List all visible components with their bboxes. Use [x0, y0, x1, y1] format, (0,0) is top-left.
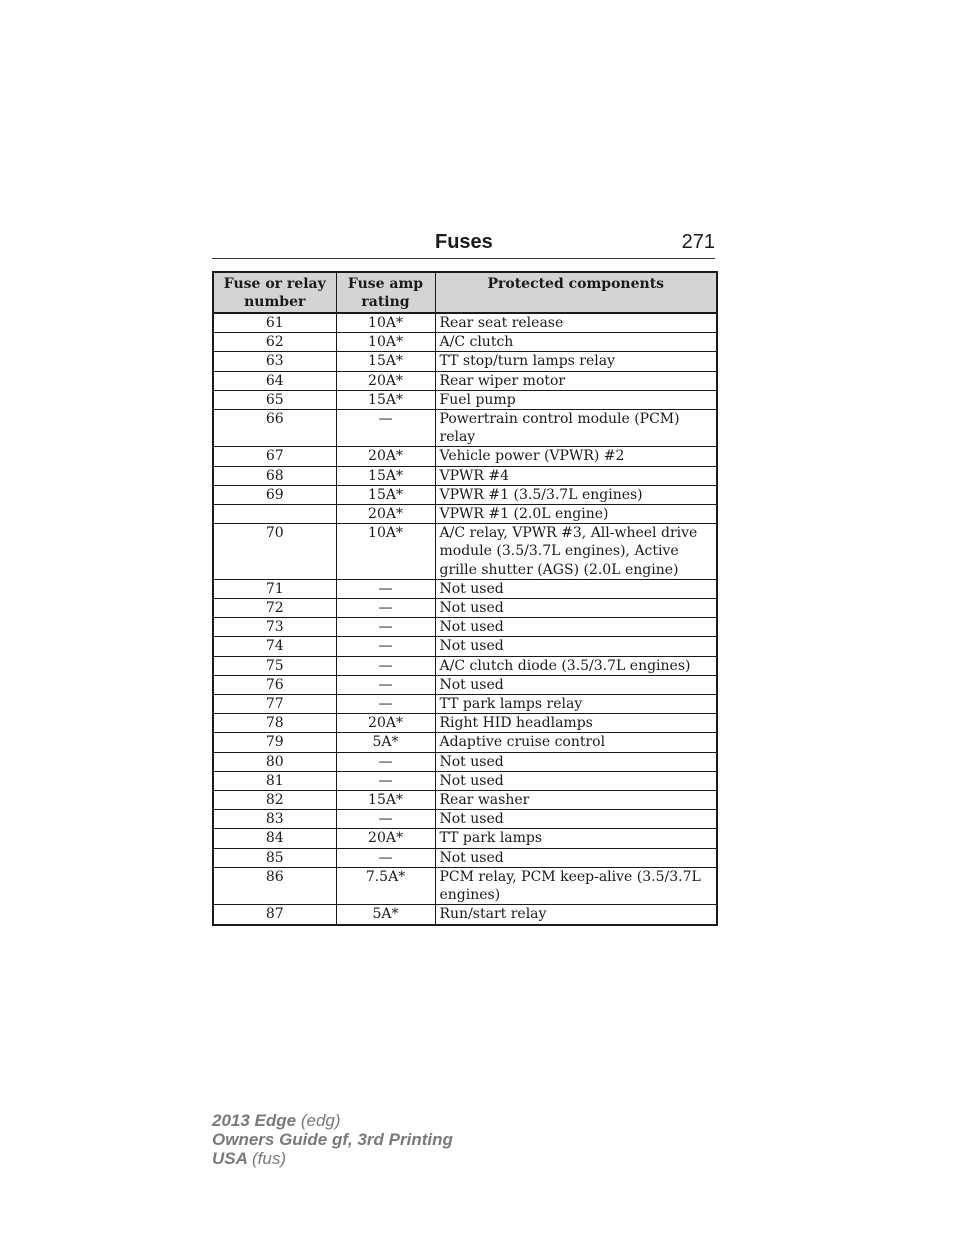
- cell-protected-components: A/C clutch diode (3.5/3.7L engines): [435, 656, 717, 675]
- cell-amp-rating: 15A*: [336, 390, 435, 409]
- cell-fuse-number: 73: [213, 618, 336, 637]
- cell-protected-components: Not used: [435, 637, 717, 656]
- cell-amp-rating: —: [336, 752, 435, 771]
- cell-amp-rating: 5A*: [336, 733, 435, 752]
- footer: [212, 1111, 453, 1168]
- table-row: [213, 791, 717, 810]
- fuse-table: [212, 271, 718, 926]
- cell-protected-components: Rear wiper motor: [435, 371, 717, 390]
- cell-amp-rating: —: [336, 656, 435, 675]
- cell-protected-components: A/C relay, VPWR #3, All-wheel drive module (3.5/3.7L engines), Active grille shutter (AGS) (2.0L engine): [435, 524, 717, 580]
- cell-protected-components: VPWR #1 (3.5/3.7L engines): [435, 485, 717, 504]
- cell-amp-rating: 20A*: [336, 829, 435, 848]
- cell-fuse-number: 80: [213, 752, 336, 771]
- cell-fuse-number: 67: [213, 447, 336, 466]
- cell-fuse-number: 79: [213, 733, 336, 752]
- cell-fuse-number: 74: [213, 637, 336, 656]
- cell-protected-components: Not used: [435, 579, 717, 598]
- cell-fuse-number: 66: [213, 410, 336, 447]
- column-header-components: Protected components: [435, 272, 717, 313]
- header-row: [213, 272, 717, 313]
- cell-amp-rating: 10A*: [336, 333, 435, 352]
- cell-amp-rating: —: [336, 771, 435, 790]
- cell-protected-components: Not used: [435, 848, 717, 867]
- cell-amp-rating: 5A*: [336, 905, 435, 925]
- cell-protected-components: Fuel pump: [435, 390, 717, 409]
- cell-fuse-number: [213, 505, 336, 524]
- cell-amp-rating: 15A*: [336, 352, 435, 371]
- cell-amp-rating: —: [336, 810, 435, 829]
- cell-protected-components: Not used: [435, 771, 717, 790]
- cell-amp-rating: 20A*: [336, 505, 435, 524]
- footer-model: 2013 Edge: [212, 1111, 297, 1130]
- cell-amp-rating: —: [336, 579, 435, 598]
- cell-fuse-number: 83: [213, 810, 336, 829]
- cell-protected-components: A/C clutch: [435, 333, 717, 352]
- cell-fuse-number: 82: [213, 791, 336, 810]
- fuse-table-header: [213, 272, 717, 313]
- cell-protected-components: Not used: [435, 618, 717, 637]
- cell-protected-components: VPWR #1 (2.0L engine): [435, 505, 717, 524]
- table-row: [213, 410, 717, 447]
- cell-fuse-number: 62: [213, 333, 336, 352]
- table-row: [213, 618, 717, 637]
- cell-fuse-number: 86: [213, 867, 336, 904]
- cell-fuse-number: 65: [213, 390, 336, 409]
- cell-amp-rating: —: [336, 599, 435, 618]
- cell-fuse-number: 75: [213, 656, 336, 675]
- table-row: [213, 637, 717, 656]
- cell-amp-rating: 10A*: [336, 524, 435, 580]
- table-row: [213, 752, 717, 771]
- cell-amp-rating: 20A*: [336, 714, 435, 733]
- cell-protected-components: Not used: [435, 752, 717, 771]
- footer-line-2: Owners Guide gf, 3rd Printing: [212, 1130, 453, 1149]
- cell-protected-components: Not used: [435, 599, 717, 618]
- cell-protected-components: TT park lamps: [435, 829, 717, 848]
- cell-amp-rating: —: [336, 618, 435, 637]
- column-header-rating: Fuse amp rating: [336, 272, 435, 313]
- table-row: [213, 829, 717, 848]
- table-row: [213, 485, 717, 504]
- table-row: [213, 333, 717, 352]
- section-title: Fuses: [435, 231, 493, 253]
- cell-fuse-number: 71: [213, 579, 336, 598]
- cell-protected-components: Rear washer: [435, 791, 717, 810]
- cell-amp-rating: —: [336, 410, 435, 447]
- cell-fuse-number: 64: [213, 371, 336, 390]
- table-row: [213, 579, 717, 598]
- cell-fuse-number: 81: [213, 771, 336, 790]
- table-row: [213, 505, 717, 524]
- cell-fuse-number: 68: [213, 466, 336, 485]
- cell-fuse-number: 63: [213, 352, 336, 371]
- cell-fuse-number: 84: [213, 829, 336, 848]
- table-row: [213, 733, 717, 752]
- table-row: [213, 447, 717, 466]
- footer-line-1: [212, 1111, 453, 1130]
- cell-protected-components: Powertrain control module (PCM) relay: [435, 410, 717, 447]
- table-row: [213, 867, 717, 904]
- cell-fuse-number: 70: [213, 524, 336, 580]
- table-row: [213, 675, 717, 694]
- cell-protected-components: Run/start relay: [435, 905, 717, 925]
- cell-amp-rating: —: [336, 637, 435, 656]
- cell-fuse-number: 72: [213, 599, 336, 618]
- cell-amp-rating: —: [336, 695, 435, 714]
- footer-region-code: (fus): [252, 1149, 286, 1168]
- table-row: [213, 313, 717, 333]
- cell-amp-rating: 20A*: [336, 447, 435, 466]
- cell-protected-components: Not used: [435, 810, 717, 829]
- cell-amp-rating: 15A*: [336, 791, 435, 810]
- table-row: [213, 524, 717, 580]
- cell-protected-components: Adaptive cruise control: [435, 733, 717, 752]
- cell-fuse-number: 76: [213, 675, 336, 694]
- footer-region: USA: [212, 1149, 248, 1168]
- cell-fuse-number: 61: [213, 313, 336, 333]
- table-row: [213, 695, 717, 714]
- footer-line-3: [212, 1149, 453, 1168]
- cell-protected-components: VPWR #4: [435, 466, 717, 485]
- cell-fuse-number: 87: [213, 905, 336, 925]
- cell-protected-components: TT park lamps relay: [435, 695, 717, 714]
- cell-amp-rating: 7.5A*: [336, 867, 435, 904]
- cell-protected-components: PCM relay, PCM keep-alive (3.5/3.7L engines): [435, 867, 717, 904]
- table-row: [213, 848, 717, 867]
- table-row: [213, 810, 717, 829]
- table-row: [213, 352, 717, 371]
- cell-amp-rating: 10A*: [336, 313, 435, 333]
- column-header-number: Fuse or relay number: [213, 272, 336, 313]
- cell-protected-components: Vehicle power (VPWR) #2: [435, 447, 717, 466]
- cell-protected-components: Right HID headlamps: [435, 714, 717, 733]
- cell-protected-components: TT stop/turn lamps relay: [435, 352, 717, 371]
- cell-protected-components: Rear seat release: [435, 313, 717, 333]
- cell-amp-rating: 20A*: [336, 371, 435, 390]
- cell-amp-rating: —: [336, 848, 435, 867]
- cell-fuse-number: 69: [213, 485, 336, 504]
- table-row: [213, 656, 717, 675]
- table-row: [213, 905, 717, 925]
- footer-model-code: (edg): [300, 1111, 341, 1130]
- cell-fuse-number: 85: [213, 848, 336, 867]
- cell-protected-components: Not used: [435, 675, 717, 694]
- cell-amp-rating: 15A*: [336, 485, 435, 504]
- fuse-table-body: [213, 313, 717, 925]
- table-row: [213, 771, 717, 790]
- table-row: [213, 390, 717, 409]
- table-row: [213, 371, 717, 390]
- cell-amp-rating: —: [336, 675, 435, 694]
- cell-fuse-number: 78: [213, 714, 336, 733]
- table-row: [213, 466, 717, 485]
- page-header: [212, 228, 715, 259]
- page-number: 271: [681, 231, 715, 253]
- table-row: [213, 714, 717, 733]
- cell-amp-rating: 15A*: [336, 466, 435, 485]
- cell-fuse-number: 77: [213, 695, 336, 714]
- table-row: [213, 599, 717, 618]
